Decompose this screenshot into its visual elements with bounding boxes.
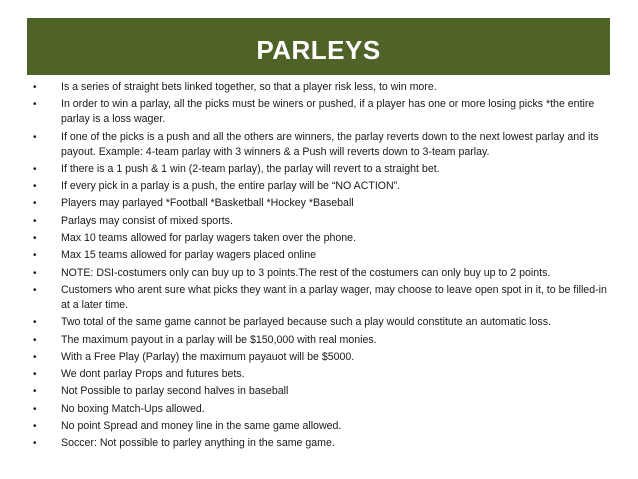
bullet-dot-icon: • [33,369,37,381]
bullet-dot-icon: • [33,334,37,346]
bullet-dot-icon: • [33,403,37,415]
bullet-dot-icon: • [33,267,37,279]
bullet-text: No boxing Match-Ups allowed. [61,402,205,415]
bullet-dot-icon: • [33,198,37,210]
bullet-item [33,283,608,313]
bullet-dot-icon: • [33,82,37,93]
bullet-text: No point Spread and money line in the same game allowed. [61,420,342,433]
bullet-text: Two total of the same game cannot be parlayed because such a play would constitute an automatic loss. [61,316,551,329]
bullet-text: If every pick in a parlay is a push, the entire parlay will be “NO ACTION”. [61,180,401,193]
bullet-text: Players may parlayed *Football *Basketball *Hockey *Baseball [61,197,354,210]
bullet-text: If there is a 1 push & 1 win (2-team parlay), the parlay will revert to a straight bet. [61,162,440,175]
bullet-item [33,419,608,434]
bullet-dot-icon: • [33,99,37,111]
title-bar [27,18,610,75]
bullet-dot-icon: • [33,438,37,450]
bullet-dot-icon: • [33,284,37,296]
bullet-item [33,333,608,348]
bullet-text: We dont parlay Props and futures bets. [61,368,245,381]
slide-title: PARLEYS [256,35,381,65]
bullet-text: The maximum payout in a parlay will be $150,000 with real monies. [61,333,377,346]
bullet-item [33,248,608,263]
bullet-item [33,162,608,177]
bullet-text: With a Free Play (Parlay) the maximum payauot will be $5000. [61,350,355,363]
bullet-dot-icon: • [33,181,37,193]
bullet-text: Parlays may consist of mixed sports. [61,214,233,227]
bullet-text: Is a series of straight bets linked together, so that a player risk less, to win more. [61,81,437,93]
bullet-item [33,436,608,451]
bullet-item [33,130,608,160]
bullet-item [33,80,608,95]
bullet-item [33,214,608,229]
bullet-dot-icon: • [33,131,37,143]
bullet-text: Max 10 teams allowed for parlay wagers taken over the phone. [61,232,357,245]
bullet-item [33,367,608,382]
bullet-dot-icon: • [33,317,37,329]
bullet-item [33,402,608,417]
bullet-text: NOTE: DSI-costumers only can buy up to 3 points.The rest of the costumers can only buy up to 2 points. [61,266,551,279]
bullet-dot-icon: • [33,421,37,433]
bullet-item [33,179,608,194]
bullet-text: Soccer: Not possible to parley anything in the same game. [61,437,335,450]
bullet-item [33,384,608,399]
bullet-dot-icon: • [33,163,37,175]
bullet-item [33,350,608,365]
bullet-text: Not Possible to parlay second halves in baseball [61,385,289,398]
bullet-item [33,196,608,211]
bullet-text: In order to win a parlay, all the picks must be winers or pushed, if a player has one or more losing picks *the entire parlay is a loss wager. [61,98,595,126]
bullet-dot-icon: • [33,386,37,398]
bullet-dot-icon: • [33,215,37,227]
bullet-text: Customers who arent sure what picks they want in a parlay wager, may choose to leave open spot in it, to be filled-in at a later time. [61,283,607,311]
bullet-item [33,266,608,281]
bullet-item [33,97,608,127]
bullet-item [33,231,608,246]
bullet-dot-icon: • [33,250,37,262]
bullet-dot-icon: • [33,351,37,363]
bullet-list [33,80,608,454]
bullet-dot-icon: • [33,233,37,245]
bullet-item [33,315,608,330]
bullet-text: If one of the picks is a push and all the others are winners, the parlay reverts down to the next lowest parlay and its payout. Example: 4-team parlay with 3 winners & a Push will reverts down to 3-team parlay. [61,130,599,158]
bullet-text: Max 15 teams allowed for parlay wagers placed online [61,249,316,262]
